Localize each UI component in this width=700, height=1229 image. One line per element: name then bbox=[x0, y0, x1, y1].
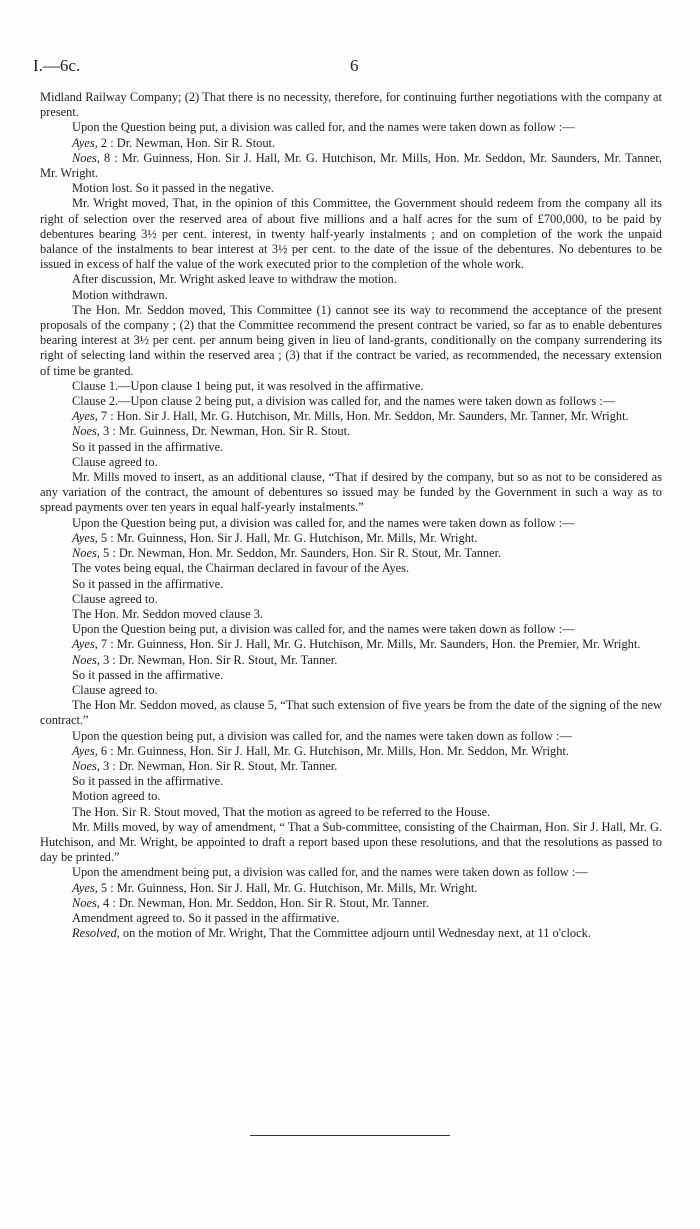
paragraph bbox=[40, 759, 662, 774]
paragraph bbox=[40, 744, 662, 759]
paragraph-text: Mr. Mills moved to insert, as an additional clause, “That if desired by the company, but so as not to be considered as any variation of the contract, the amount of debentures so issued may be funded by the Government in such a way as to spread payments over ten years in equal half-yearly instalments.” bbox=[40, 470, 662, 515]
paragraph bbox=[40, 151, 662, 181]
vote-label: Noes, bbox=[72, 150, 100, 165]
paragraph bbox=[40, 470, 662, 516]
paragraph-text: 4 : Dr. Newman, Hon. Mr. Seddon, Hon. Sir R. Stout, Mr. Tanner. bbox=[99, 895, 429, 910]
vote-label: Noes, bbox=[72, 424, 100, 439]
vote-label: Noes, bbox=[72, 652, 100, 667]
vote-label: Resolved, bbox=[72, 926, 120, 941]
paragraph-text: Upon the Question being put, a division was called for, and the names were taken down as follow :— bbox=[72, 120, 575, 135]
paragraph bbox=[40, 288, 662, 303]
paragraph-text: Upon the amendment being put, a division was called for, and the names were taken down as follow :— bbox=[72, 865, 588, 880]
paragraph-text: 7 : Mr. Guinness, Hon. Sir J. Hall, Mr. G. Hutchison, Mr. Mills, Mr. Saunders, Hon. the Premier, Mr. Wright. bbox=[97, 637, 641, 652]
paragraph-text: Mr. Wright moved, That, in the opinion of this Committee, the Government should redeem from the company all its right of selection over the reserved area of about five millions and a half acres for the sum of £700,000, to be paid by debentures bearing 3½ per cent. interest, in twenty half-yearly instalments ; and on completion of the work the unpaid balance of the instalments to bear interest at 3½ per cent. to the date of the issue of the debentures. No debentures to be issued in excess of half the value of the work executed prior to the completion of the whole work. bbox=[40, 196, 662, 272]
paragraph bbox=[40, 531, 662, 546]
paragraph-text: 2 : Dr. Newman, Hon. Sir R. Stout. bbox=[97, 135, 276, 150]
paragraph-text: on the motion of Mr. Wright, That the Committee adjourn until Wednesday next, at 11 o'clock. bbox=[119, 926, 591, 941]
paragraph bbox=[40, 516, 662, 531]
paragraph-text: Clause 2.—Upon clause 2 being put, a division was called for, and the names were taken down as follows :— bbox=[72, 394, 616, 409]
paragraph bbox=[40, 181, 662, 196]
paragraph bbox=[40, 774, 662, 789]
paragraph-text: Midland Railway Company; (2) That there is no necessity, therefore, for continuing further negotiations with the company at present. bbox=[40, 90, 662, 120]
paragraph-text: Clause agreed to. bbox=[72, 591, 158, 606]
paragraph-text: 3 : Dr. Newman, Hon. Sir R. Stout, Mr. Tanner. bbox=[99, 652, 338, 667]
vote-label: Noes, bbox=[72, 546, 100, 561]
paragraph bbox=[40, 789, 662, 804]
paragraph bbox=[40, 653, 662, 668]
paragraph-text: After discussion, Mr. Wright asked leave to withdraw the motion. bbox=[72, 272, 397, 287]
paragraph bbox=[40, 896, 662, 911]
paragraph bbox=[40, 303, 662, 379]
paragraph-text: 5 : Mr. Guinness, Hon. Sir J. Hall, Mr. G. Hutchison, Mr. Mills, Mr. Wright. bbox=[97, 880, 478, 895]
vote-label: Ayes, bbox=[72, 135, 98, 150]
paragraph-text: 5 : Dr. Newman, Hon. Mr. Seddon, Mr. Saunders, Hon. Sir R. Stout, Mr. Tanner. bbox=[99, 546, 502, 561]
paragraph-text: 3 : Mr. Guinness, Dr. Newman, Hon. Sir R. Stout. bbox=[99, 424, 351, 439]
paragraph-text: 5 : Mr. Guinness, Hon. Sir J. Hall, Mr. G. Hutchison, Mr. Mills, Mr. Wright. bbox=[97, 530, 478, 545]
minutes-body bbox=[40, 90, 662, 941]
vote-label: Noes, bbox=[72, 895, 100, 910]
paragraph bbox=[40, 592, 662, 607]
paragraph-text: 3 : Dr. Newman, Hon. Sir R. Stout, Mr. Tanner. bbox=[99, 758, 338, 773]
paragraph-text: 6 : Mr. Guinness, Hon. Sir J. Hall, Mr. G. Hutchison, Mr. Mills, Hon. Mr. Seddon, Mr. Wright. bbox=[97, 743, 569, 758]
paragraph bbox=[40, 561, 662, 576]
paragraph-text: Motion agreed to. bbox=[72, 789, 161, 804]
paragraph-text: Amendment agreed to. So it passed in the affirmative. bbox=[72, 910, 340, 925]
paragraph bbox=[40, 911, 662, 926]
paragraph bbox=[40, 394, 662, 409]
paragraph bbox=[40, 622, 662, 637]
paragraph bbox=[40, 455, 662, 470]
paragraph bbox=[40, 196, 662, 272]
paragraph-text: 8 : Mr. Guinness, Hon. Sir J. Hall, Mr. G. Hutchison, Mr. Mills, Hon. Mr. Seddon, Mr. Saunders, Mr. Tanner, Mr. Wright. bbox=[40, 150, 662, 181]
paragraph bbox=[40, 546, 662, 561]
paragraph-text: So it passed in the affirmative. bbox=[72, 439, 224, 454]
paragraph bbox=[40, 136, 662, 151]
paragraph bbox=[40, 865, 662, 880]
vote-label: Noes, bbox=[72, 758, 100, 773]
paragraph-text: Clause 1.—Upon clause 1 being put, it was resolved in the affirmative. bbox=[72, 378, 424, 393]
page-number: 6 bbox=[350, 56, 359, 75]
paragraph-text: Motion lost. So it passed in the negative. bbox=[72, 181, 275, 196]
paragraph bbox=[40, 729, 662, 744]
vote-label: Ayes, bbox=[72, 880, 98, 895]
paragraph-text: Upon the question being put, a division was called for, and the names were taken down as follow :— bbox=[72, 728, 572, 743]
paragraph bbox=[40, 881, 662, 896]
paragraph bbox=[40, 577, 662, 592]
paragraph-text: So it passed in the affirmative. bbox=[72, 774, 224, 789]
paragraph bbox=[40, 607, 662, 622]
paragraph bbox=[40, 637, 662, 652]
vote-label: Ayes, bbox=[72, 409, 98, 424]
vote-label: Ayes, bbox=[72, 530, 98, 545]
paragraph-text: The votes being equal, the Chairman declared in favour of the Ayes. bbox=[72, 561, 410, 576]
paragraph bbox=[40, 440, 662, 455]
paragraph-text: The Hon. Mr. Seddon moved clause 3. bbox=[72, 606, 263, 621]
vote-label: Ayes, bbox=[72, 743, 98, 758]
paragraph-text: Upon the Question being put, a division was called for, and the names were taken down as follow :— bbox=[72, 515, 575, 530]
paragraph bbox=[40, 926, 662, 941]
paragraph bbox=[40, 698, 662, 728]
paragraph-text: Mr. Mills moved, by way of amendment, “ That a Sub-committee, consisting of the Chairman, Hon. Sir J. Hall, Mr. G. Hutchison, and Mr. Wright, be appointed to draft a report based upon these resolutions, and that the resolutions as passed to day be printed.” bbox=[40, 819, 662, 865]
paragraph bbox=[40, 272, 662, 287]
paragraph bbox=[40, 820, 662, 866]
paragraph bbox=[40, 668, 662, 683]
vote-label: Ayes, bbox=[72, 637, 98, 652]
paragraph-text: Clause agreed to. bbox=[72, 682, 158, 697]
paragraph bbox=[40, 683, 662, 698]
closing-rule bbox=[250, 1135, 450, 1136]
paragraph bbox=[40, 805, 662, 820]
paragraph-text: Upon the Question being put, a division was called for, and the names were taken down as follow :— bbox=[72, 622, 575, 637]
paragraph-text: The Hon. Mr. Seddon moved, This Committee (1) cannot see its way to recommend the acceptance of the present proposals of the company ; (2) that the Committee recommend the present contract be varied, so far as to enable debentures bearing interest at 3½ per cent. per annum being given in lieu of land-grants, conditionally on the company surrendering its right of selecting land within the reserved area ; (3) that if the contract be varied, as recommended, the necessary extension of time be granted. bbox=[40, 302, 662, 378]
paragraph bbox=[40, 90, 662, 120]
paragraph-text: So it passed in the affirmative. bbox=[72, 667, 224, 682]
paragraph bbox=[40, 379, 662, 394]
paragraph-text: Clause agreed to. bbox=[72, 454, 158, 469]
paragraph-text: Motion withdrawn. bbox=[72, 287, 168, 302]
paragraph-text: 7 : Hon. Sir J. Hall, Mr. G. Hutchison, Mr. Mills, Hon. Mr. Seddon, Mr. Saunders, Mr. Tanner, Mr. Wright. bbox=[97, 409, 629, 424]
paragraph bbox=[40, 120, 662, 135]
paragraph-text: So it passed in the affirmative. bbox=[72, 576, 224, 591]
document-reference: I.—6c. bbox=[33, 56, 81, 75]
paragraph bbox=[40, 424, 662, 439]
paragraph bbox=[40, 409, 662, 424]
paragraph-text: The Hon. Sir R. Stout moved, That the motion as agreed to be referred to the House. bbox=[72, 804, 491, 819]
paragraph-text: The Hon Mr. Seddon moved, as clause 5, “That such extension of five years be from the date of the signing of the new contract.” bbox=[40, 698, 662, 728]
